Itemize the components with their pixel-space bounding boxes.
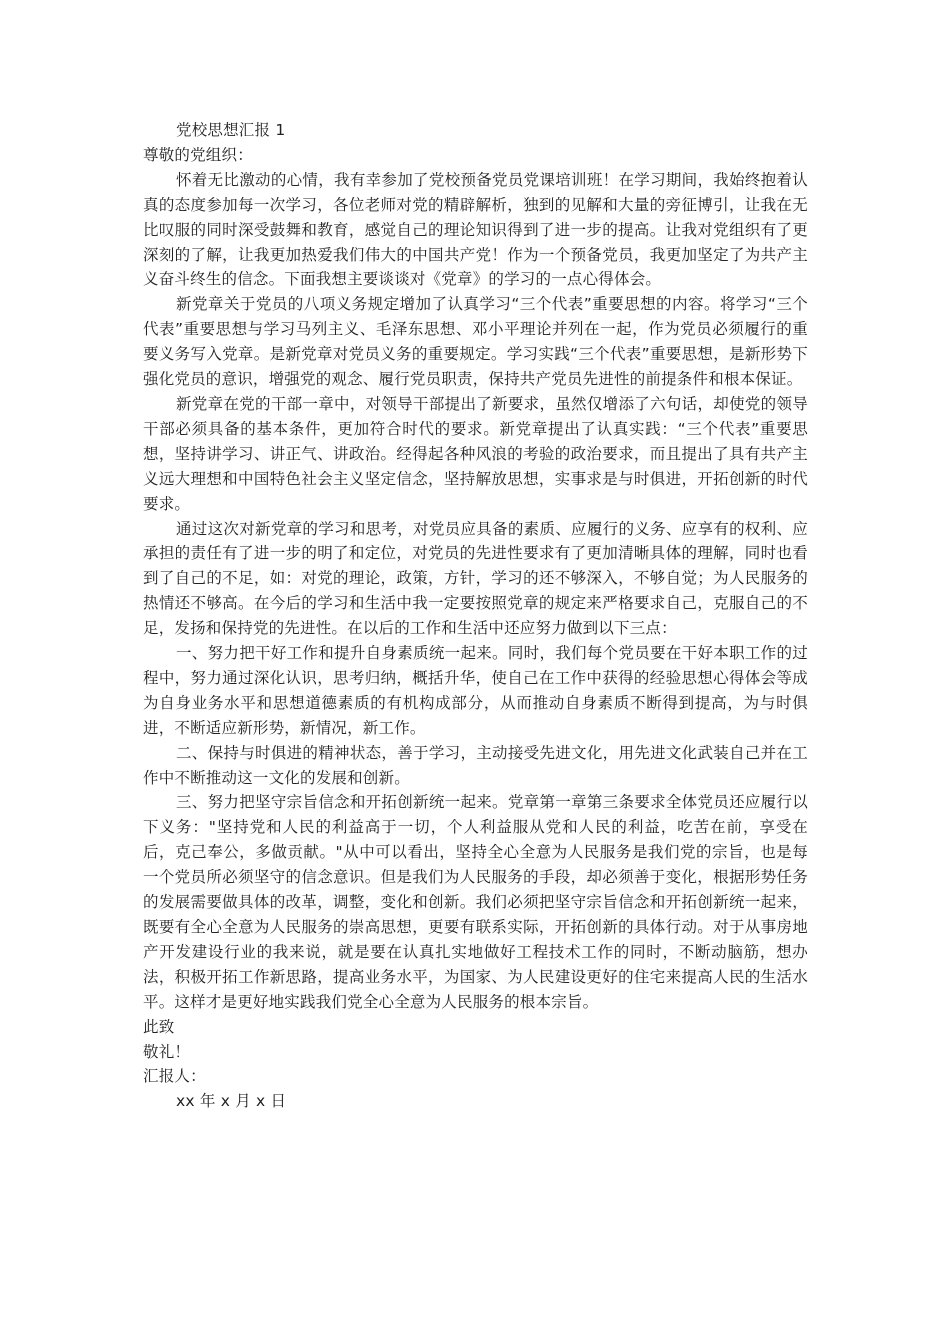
paragraph-cadre-requirements: 新党章在党的干部一章中，对领导干部提出了新要求，虽然仅增添了六句话，却使党的领导干部必须具备的基本条件，更加符合时代的要求。新党章提出了认真实践：“三个代表”重要思想，坚持讲学习、讲正气、讲政治。经得起各种风浪的考验的政治要求，而且提出了具有共产主义远大理想和中国特色社会主义坚定信念，坚持解放思想，实事求是与时俱进，开拓创新的时代要求。: [143, 394, 808, 513]
closing-line-2: 敬礼！: [143, 1042, 191, 1061]
salutation: 尊敬的党组织：: [143, 145, 253, 164]
report-body: [143, 118, 808, 1114]
paragraph-member-duties: 新党章关于党员的八项义务规定增加了认真学习“三个代表”重要思想的内容。将学习“三个代表”重要思想与学习马列主义、毛泽东思想、邓小平理论并列在一起，作为党员必须履行的重要义务写入党章。是新党章对党员义务的重要规定。学习实践“三个代表”重要思想，是新形势下强化党员的意识，增强党的观念、履行党员职责，保持共产党员先进性的前提条件和根本保证。: [143, 295, 808, 389]
report-title: 党校思想汇报 1: [176, 121, 286, 139]
paragraph-reflection: 通过这次对新党章的学习和思考，对党员应具备的素质、应履行的义务、应享有的权利、应承担的责任有了进一步的明了和定位，对党员的先进性要求有了更加清晰具体的理解，同时也看到了自己的不足，如：对党的理论，政策，方针，学习的还不够深入，不够自觉；为人民服务的热情还不够高。在今后的学习和生活中我一定要按照党章的规定来严格要求自己，克服自己的不足，发扬和保持党的先进性。在以后的工作和生活中还应努力做到以下三点：: [143, 519, 808, 638]
paragraph-point-three: 三、努力把坚守宗旨信念和开拓创新统一起来。党章第一章第三条要求全体党员还应履行以下义务："坚持党和人民的利益高于一切，个人利益服从党和人民的利益，吃苦在前，享受在后，克己奉公，多做贡献。"从中可以看出，坚持全心全意为人民服务是我们党的宗旨，也是每一个党员所必须坚守的信念意识。但是我们为人民服务的手段，却必须善于变化，根据形势任务的发展需要做具体的改革，调整，变化和创新。我们必须把坚守宗旨信念和开拓创新统一起来，既要有全心全意为人民服务的崇高思想，更要有联系实际，开拓创新的具体行动。对于从事房地产开发建设行业的我来说，就是要在认真扎实地做好工程技术工作的同时，不断动脑筋，想办法，积极开拓工作新思路，提高业务水平，为国家、为人民建设更好的住宅来提高人民的生活水平。这样才是更好地实践我们党全心全意为人民服务的根本宗旨。: [143, 793, 808, 1011]
reporter-label: 汇报人：: [143, 1067, 206, 1086]
report-date: xx 年 x 月 x 日: [176, 1092, 287, 1111]
closing-line-1: 此致: [143, 1017, 175, 1036]
paragraph-intro: 怀着无比激动的心情，我有幸参加了党校预备党员党课培训班！在学习期间，我始终抱着认真的态度参加每一次学习，各位老师对党的精辟解析，独到的见解和大量的旁征博引，让我在无比叹服的同时深受鼓舞和教育，感觉自己的理论知识得到了进一步的提高。让我对党组织有了更深刻的了解，让我更加热爱我们伟大的中国共产党！作为一个预备党员，我更加坚定了为共产主义奋斗终生的信念。下面我想主要谈谈对《党章》的学习的一点心得体会。: [143, 170, 808, 289]
paragraph-point-two: 二、保持与时俱进的精神状态，善于学习，主动接受先进文化，用先进文化武装自己并在工作中不断推动这一文化的发展和创新。: [143, 743, 808, 787]
paragraph-point-one: 一、努力把干好工作和提升自身素质统一起来。同时，我们每个党员要在干好本职工作的过程中，努力通过深化认识，思考归纳，概括升华，使自己在工作中获得的经验思想心得体会等成为自身业务水平和思想道德素质的有机构成部分，从而推动自身素质不断得到提高，为与时俱进，不断适应新形势，新情况，新工作。: [143, 644, 808, 737]
